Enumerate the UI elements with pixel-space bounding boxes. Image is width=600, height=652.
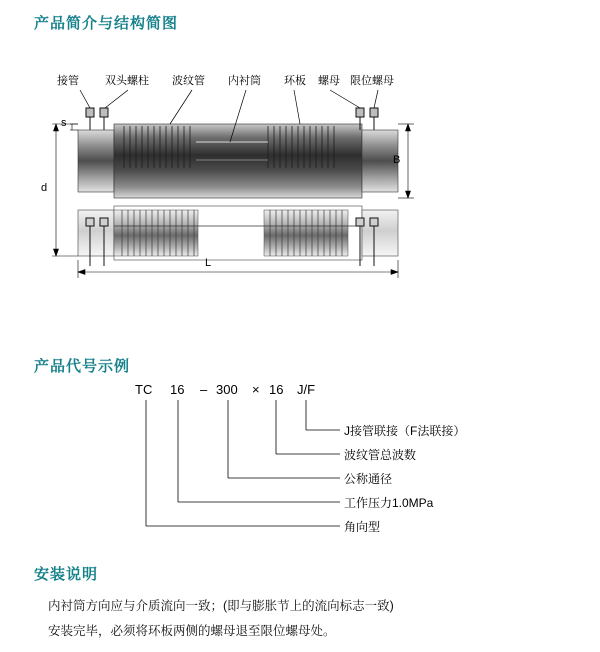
code-token-waves: 16 xyxy=(269,382,284,397)
callout-label-3: 内衬筒 xyxy=(228,75,261,87)
section-title-install: 安装说明 xyxy=(34,566,99,583)
code-token-type: TC xyxy=(135,382,153,397)
install-notes xyxy=(48,597,568,647)
code-desc-waves: 波纹管总波数 xyxy=(344,448,417,462)
callout-label-6: 限位螺母 xyxy=(350,75,394,87)
callout-label-1: 双头螺柱 xyxy=(105,75,149,87)
code-token-connection: J/F xyxy=(297,382,316,397)
install-note-line: 内衬筒方向应与介质流向一致；(即与膨胀节上的流向标志一致) xyxy=(48,599,394,613)
code-desc-type: 角向型 xyxy=(344,520,381,534)
callout-label-5: 螺母 xyxy=(318,75,340,87)
code-desc-pressure: 工作压力1.0MPa xyxy=(344,496,434,510)
code-token-dn: 300 xyxy=(216,382,238,397)
code-token-dash: – xyxy=(200,382,208,397)
dimension-label-s: s xyxy=(61,117,67,129)
code-token-pressure: 16 xyxy=(170,382,185,397)
code-desc-connection: J接管联接（F法联接） xyxy=(344,424,466,438)
callout-label-2: 波纹管 xyxy=(172,75,205,87)
dimension-label-d: d xyxy=(41,182,48,194)
install-note-line: 安装完毕，必须将环板两侧的螺母退至限位螺母处。 xyxy=(48,624,336,638)
structure-diagram-svg xyxy=(0,60,600,290)
code-desc-dn: 公称通径 xyxy=(344,472,393,486)
dimension-label-L: L xyxy=(205,257,212,269)
section-title-structure: 产品简介与结构简图 xyxy=(34,15,179,32)
section-title-code: 产品代号示例 xyxy=(34,358,131,375)
dimension-label-B: B xyxy=(393,154,401,166)
callout-label-0: 接管 xyxy=(57,75,79,87)
product-code-example xyxy=(0,378,600,538)
structure-diagram xyxy=(0,60,600,290)
code-token-times: × xyxy=(252,382,260,397)
code-leader-lines xyxy=(0,378,600,538)
callout-label-4: 环板 xyxy=(284,75,306,87)
